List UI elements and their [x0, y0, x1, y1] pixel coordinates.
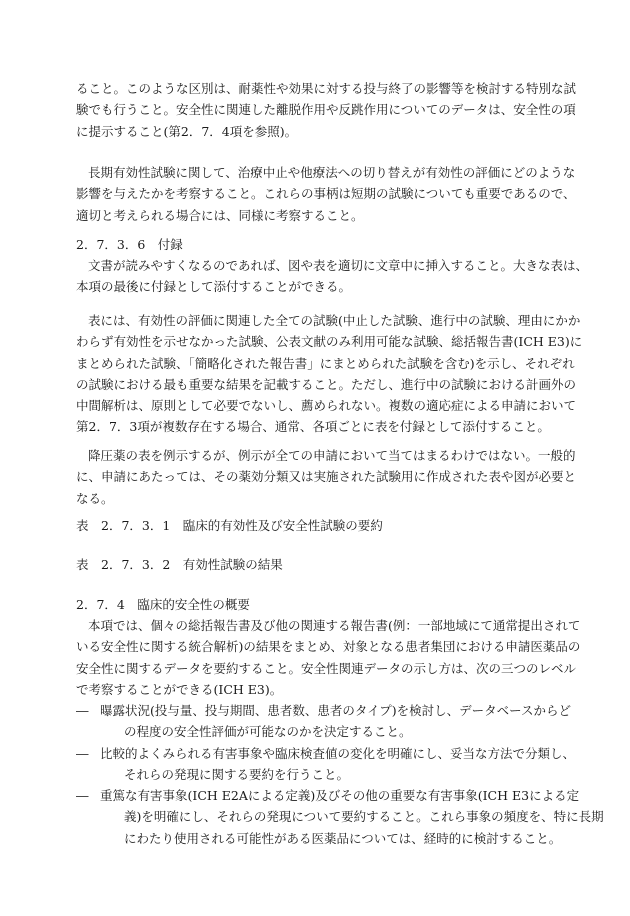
text-line: なる。 — [76, 490, 114, 506]
text-line: まとめられた試験、「簡略化された報告書」にまとめられた試験を含む)を示し、それぞれ — [76, 355, 575, 371]
text-line: 安全性に関するデータを要約すること。安全性関連データの示し方は、次の三つのレベル — [76, 660, 577, 676]
text-line: 曝露状況(投与量、投与期間、患者数、患者のタイプ)を検討し、データベースからど — [100, 703, 572, 718]
text-line: わらず有効性を示せなかった試験、公表文献のみ利用可能な試験、総括報告書(ICH E3)に — [76, 334, 583, 350]
text-line: 適切と考えられる場合には、同様に考察すること。 — [76, 207, 364, 223]
caption-text: 表 2．7．3．1 臨床的有効性及び安全性試験の要約 — [76, 518, 383, 533]
caption-text: 表 2．7．3．2 有効性試験の結果 — [76, 557, 283, 572]
text-line: 比較的よくみられる有害事象や臨床検査値の変化を明確にし、妥当な方法で分類し、 — [100, 745, 576, 761]
paragraph-appendix-intro — [76, 255, 589, 298]
dash-bullet: ― — [76, 703, 89, 718]
text-line: で考察することができる(ICH E3)。 — [76, 681, 283, 697]
text-line: に提示すること(第2．7．4項を参照)。 — [76, 123, 298, 139]
heading-text: 2．7．3．6 付録 — [76, 237, 183, 252]
section-heading-clinical-safety — [76, 594, 562, 615]
list-item — [76, 785, 604, 849]
paragraph-safety-summary — [76, 615, 581, 700]
text-line: 降圧薬の表を例示するが、例示が全ての申請において当てはまるわけではない。一般的 — [88, 448, 576, 463]
list-item — [76, 743, 576, 786]
section-heading-appendix — [76, 234, 562, 255]
text-line: に、申請にあたっては、その薬効分類又は実施された試験用に作成された表や図が必要と — [76, 469, 577, 485]
text-line: 験でも行うこと。安全性に関連した離脱作用や反跳作用についてのデータは、安全性の項 — [76, 102, 576, 118]
table-caption-2 — [76, 554, 562, 575]
text-line: 第2．7．3項が複数存在する場合、通常、各項ごとに表を付録として添付すること。 — [76, 419, 550, 435]
text-line: 表には、有効性の評価に関連した全ての試験(中止した試験、進行中の試験、理由にかか — [88, 313, 581, 328]
list-item — [76, 700, 572, 743]
paragraph-antihypertensive-example — [76, 445, 577, 509]
paragraph-continuation — [76, 78, 577, 142]
text-line: 重篤な有害事象(ICH E2Aによる定義)及びその他の重要な有害事象(ICH E3による定 — [100, 788, 580, 804]
text-line: 長期有効性試験に関して、治療中止や他療法への切り替えが有効性の評価にどのような — [88, 165, 576, 180]
text-line: 義)を明確にし、それらの発現について要約すること。これら事象の頻度を、特に長期 — [124, 809, 604, 825]
paragraph-long-term-efficacy — [76, 162, 576, 226]
text-line: の程度の安全性評価が可能なのかを決定すること。 — [124, 724, 412, 740]
text-line: にわたり使用される可能性がある医薬品については、経時的に検討すること。 — [124, 830, 562, 846]
text-line: 影響を与えたかを考察すること。これらの事柄は短期の試験についても重要であるので、 — [76, 186, 576, 202]
bullet-list — [76, 700, 604, 849]
text-line: それらの発現に関する要約を行うこと。 — [124, 766, 350, 782]
table-caption-1 — [76, 515, 562, 536]
text-line: いる安全性に関する統合解析)の結果をまとめ、対象となる患者集団における申請医薬品の — [76, 639, 581, 655]
text-line: 中間解析は、原則として必要でないし、薦められない。複数の適応症による申請において — [76, 398, 577, 414]
text-line: ること。このような区別は、耐薬性や効果に対する投与終了の影響等を検討する特別な試 — [76, 81, 577, 96]
text-line: 本項では、個々の総括報告書及び他の関連する報告書(例：一部地域にて通常提出されて — [88, 618, 581, 633]
paragraph-tables — [76, 310, 583, 438]
text-line: 文書が読みやすくなるのであれば、図や表を適切に文章中に挿入すること。大きな表は、 — [88, 258, 589, 273]
text-line: の試験における最も重要な結果を記載すること。ただし、進行中の試験における計画外の — [76, 376, 577, 392]
heading-text: 2．7．4 臨床的安全性の概要 — [76, 597, 250, 612]
dash-bullet: ― — [76, 788, 89, 804]
text-line: 本項の最後に付録として添付することができる。 — [76, 279, 352, 295]
dash-bullet: ― — [76, 745, 89, 761]
